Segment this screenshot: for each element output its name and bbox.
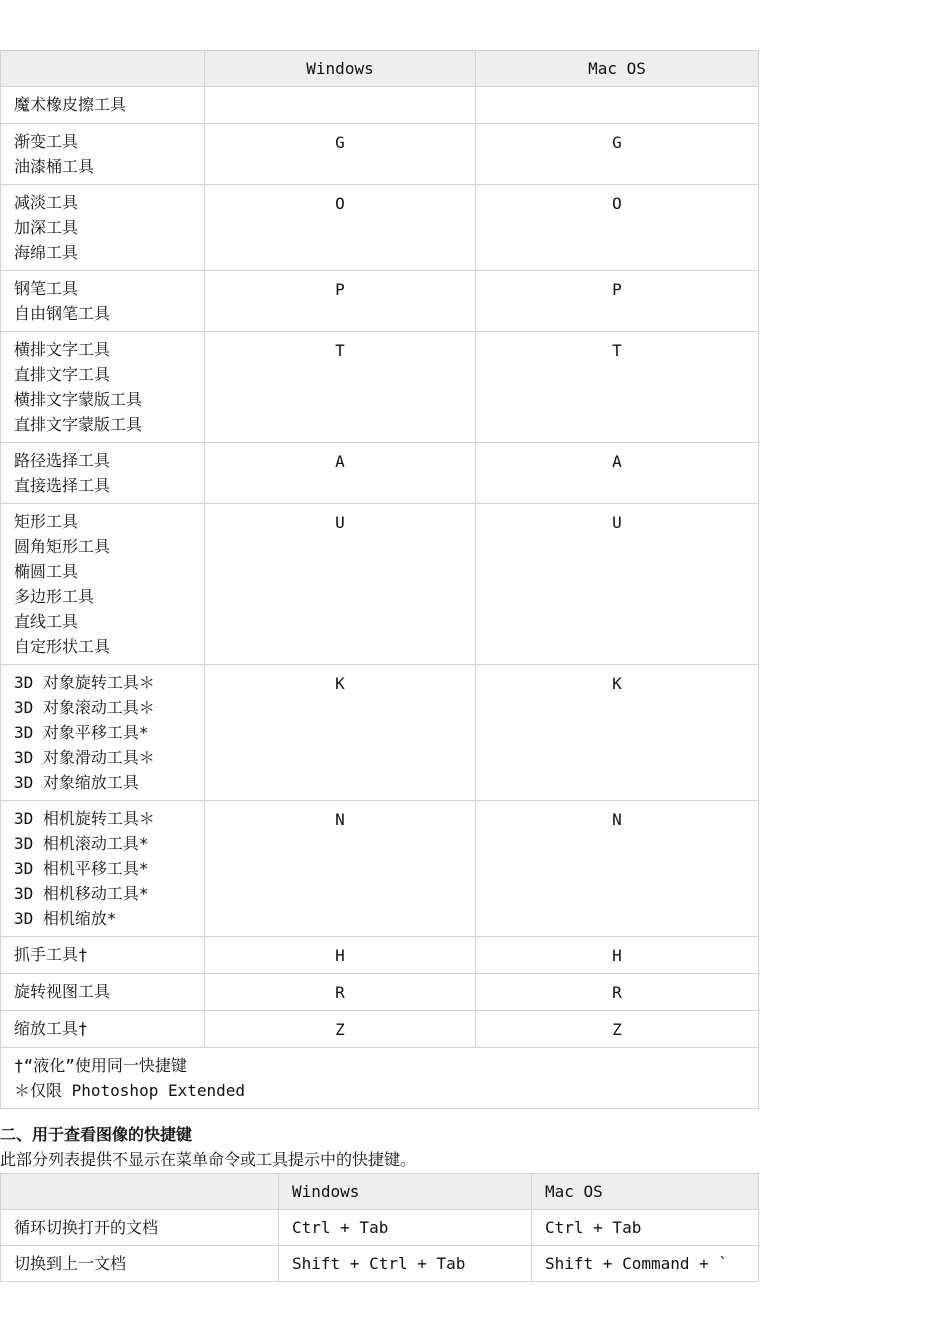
tool-names-cell bbox=[1, 1011, 205, 1048]
table-row bbox=[1, 124, 759, 185]
table-row bbox=[1, 974, 759, 1011]
header-macos: Mac OS bbox=[476, 51, 759, 87]
tool-names-cell bbox=[1, 271, 205, 332]
notes-cell bbox=[1, 1048, 759, 1109]
action-name: 切换到上一文档 bbox=[1, 1246, 279, 1282]
windows-shortcut: P bbox=[205, 271, 476, 332]
windows-shortcut: U bbox=[205, 504, 476, 665]
tool-name: 3D 相机平移工具* bbox=[14, 859, 149, 878]
tool-names-cell bbox=[1, 124, 205, 185]
tool-name: 魔术橡皮擦工具 bbox=[14, 95, 127, 114]
tool-name: 抓手工具† bbox=[14, 945, 88, 964]
windows-shortcut: H bbox=[205, 937, 476, 974]
mac-shortcut: Ctrl + Tab bbox=[532, 1210, 759, 1246]
tool-name: 直线工具 bbox=[14, 612, 79, 631]
mac-shortcut: G bbox=[476, 124, 759, 185]
windows-shortcut: O bbox=[205, 185, 476, 271]
header-action bbox=[1, 1174, 279, 1210]
windows-shortcut: G bbox=[205, 124, 476, 185]
windows-shortcut: K bbox=[205, 665, 476, 801]
mac-shortcut: Z bbox=[476, 1011, 759, 1048]
mac-shortcut: K bbox=[476, 665, 759, 801]
table-row bbox=[1, 332, 759, 443]
windows-shortcut bbox=[205, 87, 476, 124]
table-header-row bbox=[1, 51, 759, 87]
table-header-row bbox=[1, 1174, 759, 1210]
windows-shortcut: Shift + Ctrl + Tab bbox=[279, 1246, 532, 1282]
tool-name: 3D 对象旋转工具＊ bbox=[14, 673, 155, 692]
tool-name: 自定形状工具 bbox=[14, 637, 111, 656]
tool-name: 3D 对象滑动工具＊ bbox=[14, 748, 155, 767]
tool-name: 3D 对象平移工具* bbox=[14, 723, 149, 742]
table-row bbox=[1, 185, 759, 271]
tool-name: 3D 相机滚动工具* bbox=[14, 834, 149, 853]
mac-shortcut: H bbox=[476, 937, 759, 974]
tool-name: 3D 相机移动工具* bbox=[14, 884, 149, 903]
mac-shortcut: Shift + Command + ` bbox=[532, 1246, 759, 1282]
mac-shortcut: T bbox=[476, 332, 759, 443]
tool-names-cell bbox=[1, 87, 205, 124]
table-row bbox=[1, 504, 759, 665]
footnote: †“液化”使用同一快捷键 bbox=[14, 1056, 187, 1075]
mac-shortcut: R bbox=[476, 974, 759, 1011]
table-row bbox=[1, 87, 759, 124]
tool-name: 3D 对象滚动工具＊ bbox=[14, 698, 155, 717]
mac-shortcut: N bbox=[476, 801, 759, 937]
table-row bbox=[1, 937, 759, 974]
action-name: 循环切换打开的文档 bbox=[1, 1210, 279, 1246]
tool-name: 油漆桶工具 bbox=[14, 157, 95, 176]
section-title: 二、用于查看图像的快捷键 bbox=[0, 1125, 193, 1144]
windows-shortcut: Ctrl + Tab bbox=[279, 1210, 532, 1246]
tool-name: 加深工具 bbox=[14, 218, 79, 237]
mac-shortcut bbox=[476, 87, 759, 124]
tool-names-cell bbox=[1, 185, 205, 271]
tool-names-cell bbox=[1, 937, 205, 974]
tool-names-cell bbox=[1, 974, 205, 1011]
mac-shortcut: P bbox=[476, 271, 759, 332]
mac-shortcut: A bbox=[476, 443, 759, 504]
windows-shortcut: R bbox=[205, 974, 476, 1011]
windows-shortcut: Z bbox=[205, 1011, 476, 1048]
mac-shortcut: O bbox=[476, 185, 759, 271]
header-macos: Mac OS bbox=[532, 1174, 759, 1210]
tool-name: 横排文字蒙版工具 bbox=[14, 390, 143, 409]
table-row bbox=[1, 665, 759, 801]
table-row bbox=[1, 1210, 759, 1246]
tool-names-cell bbox=[1, 504, 205, 665]
notes-row bbox=[1, 1048, 759, 1109]
tool-name: 自由钢笔工具 bbox=[14, 304, 111, 323]
tool-name: 路径选择工具 bbox=[14, 451, 111, 470]
tool-names-cell bbox=[1, 665, 205, 801]
tool-name: 直排文字蒙版工具 bbox=[14, 415, 143, 434]
tool-name: 圆角矩形工具 bbox=[14, 537, 111, 556]
tool-name: 椭圆工具 bbox=[14, 562, 79, 581]
mac-shortcut: U bbox=[476, 504, 759, 665]
table-row bbox=[1, 801, 759, 937]
header-windows: Windows bbox=[279, 1174, 532, 1210]
tool-names-cell bbox=[1, 801, 205, 937]
table-row bbox=[1, 1246, 759, 1282]
tool-name: 横排文字工具 bbox=[14, 340, 111, 359]
windows-shortcut: T bbox=[205, 332, 476, 443]
windows-shortcut: A bbox=[205, 443, 476, 504]
view-shortcuts-table bbox=[0, 1173, 759, 1282]
footnote: ＊仅限 Photoshop Extended bbox=[14, 1081, 246, 1100]
tool-name: 直接选择工具 bbox=[14, 476, 111, 495]
section-description: 此部分列表提供不显示在菜单命令或工具提示中的快捷键。 bbox=[0, 1150, 417, 1169]
tool-name: 3D 相机缩放* bbox=[14, 909, 117, 928]
tool-name: 减淡工具 bbox=[14, 193, 79, 212]
tool-name: 直排文字工具 bbox=[14, 365, 111, 384]
tool-name: 渐变工具 bbox=[14, 132, 79, 151]
tool-names-cell bbox=[1, 332, 205, 443]
table-row bbox=[1, 1011, 759, 1048]
tool-name: 海绵工具 bbox=[14, 243, 79, 262]
tool-name: 缩放工具† bbox=[14, 1019, 88, 1038]
header-windows: Windows bbox=[205, 51, 476, 87]
table-row bbox=[1, 443, 759, 504]
tool-names-cell bbox=[1, 443, 205, 504]
tool-name: 3D 对象缩放工具 bbox=[14, 773, 139, 792]
tool-name: 钢笔工具 bbox=[14, 279, 79, 298]
tool-name: 矩形工具 bbox=[14, 512, 79, 531]
tool-name: 旋转视图工具 bbox=[14, 982, 111, 1001]
table-row bbox=[1, 271, 759, 332]
tool-name: 3D 相机旋转工具＊ bbox=[14, 809, 155, 828]
windows-shortcut: N bbox=[205, 801, 476, 937]
tool-shortcuts-table bbox=[0, 50, 759, 1109]
header-tool bbox=[1, 51, 205, 87]
tool-name: 多边形工具 bbox=[14, 587, 95, 606]
